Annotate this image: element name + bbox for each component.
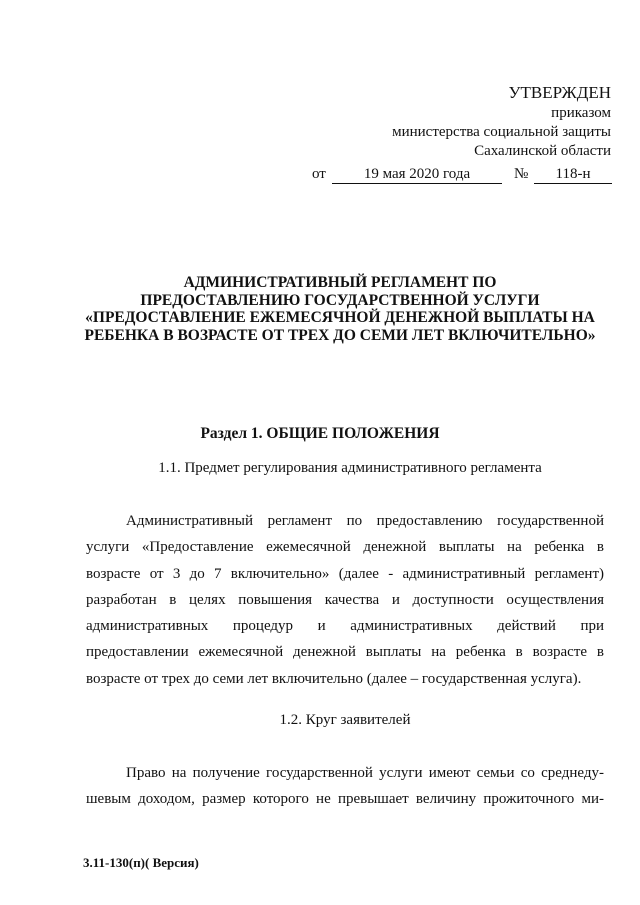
paragraph-line: административных процедур и административных действий при <box>86 618 604 635</box>
section-heading: Раздел 1. ОБЩИЕ ПОЛОЖЕНИЯ <box>200 425 440 442</box>
subsection-heading-1: 1.1. Предмет регулирования административного регламента <box>158 460 542 476</box>
document-footer-code: 3.11-130(п)( Версия) <box>83 855 199 870</box>
paragraph-line: разработан в целях повышения качества и доступности осуществления <box>86 591 604 608</box>
paragraph-line: Административный регламент по предоставлению государственной <box>126 513 604 529</box>
order-dateline <box>312 166 612 190</box>
title-line: РЕБЕНКА В ВОЗРАСТЕ ОТ ТРЕХ ДО СЕМИ ЛЕТ ВКЛЮЧИТЕЛЬНО» <box>84 326 596 344</box>
paragraph-line: шевым доходом, размер которого не превышает величину прожиточного ми- <box>86 791 604 808</box>
paragraph-line: возрасте от 3 до 7 включительно» (далее - административный регламент) <box>86 565 604 582</box>
paragraph-line: предоставлении ежемесячной денежной выплаты на ребенка в возрасте в <box>86 644 604 661</box>
paragraph-line: возрасте от трех до семи лет включительно (далее – государственная услуга). <box>86 670 582 687</box>
approval-stamp <box>392 82 611 161</box>
from-label: от <box>312 166 326 182</box>
document-title <box>60 274 620 344</box>
paragraph-subject <box>86 508 604 692</box>
paragraph-line: Право на получение государственной услуги имеют семьи со среднеду- <box>126 765 604 781</box>
title-line: АДМИНИСТРАТИВНЫЙ РЕГЛАМЕНТ ПО <box>183 274 497 291</box>
number-label: № <box>514 166 529 182</box>
region-label: Сахалинской области <box>474 143 611 159</box>
title-line: ПРЕДОСТАВЛЕНИЮ ГОСУДАРСТВЕННОЙ УСЛУГИ <box>140 291 540 309</box>
approved-label: УТВЕРЖДЕН <box>508 83 611 102</box>
order-number: 118-н <box>534 166 612 184</box>
subsection-heading-2: 1.2. Круг заявителей <box>279 712 411 728</box>
paragraph-line: услуги «Предоставление ежемесячной денежной выплаты на ребенка в <box>86 539 604 556</box>
ministry-label: министерства социальной защиты <box>392 124 611 140</box>
order-date: 19 мая 2020 года <box>332 166 502 184</box>
title-line: «ПРЕДОСТАВЛЕНИЕ ЕЖЕМЕСЯЧНОЙ ДЕНЕЖНОЙ ВЫПЛАТЫ НА <box>85 309 595 326</box>
order-label: приказом <box>551 105 611 121</box>
paragraph-applicants <box>86 760 604 813</box>
